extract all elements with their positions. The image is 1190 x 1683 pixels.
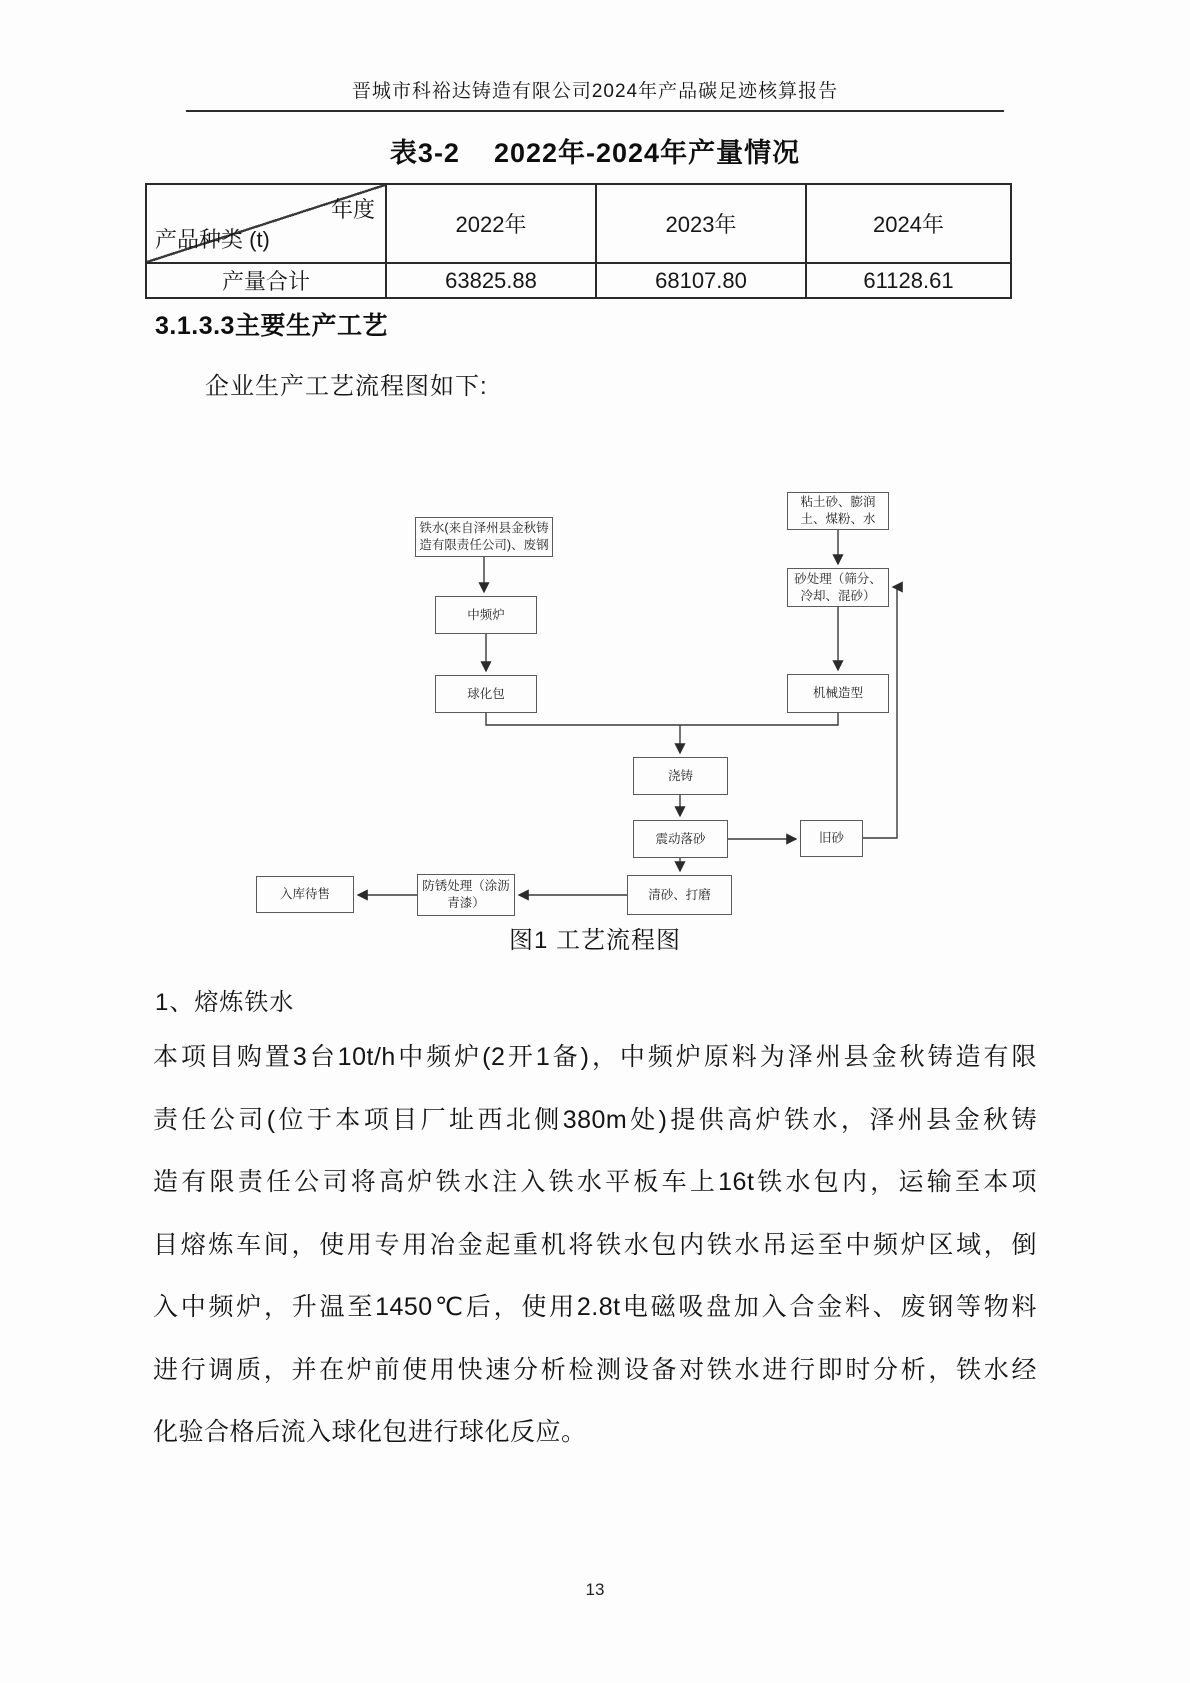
paragraph-line: 造有限责任公司将高炉铁水注入铁水平板车上16t铁水包内，运输至本项 — [153, 1168, 1037, 1196]
node-shakeout: 震动落砂 — [633, 820, 728, 858]
section-heading: 3.1.3.3主要生产工艺 — [155, 312, 388, 340]
process-flowchart — [150, 440, 1050, 920]
table-number: 表3-2 — [389, 138, 460, 168]
table-row — [146, 263, 1011, 298]
production-table — [145, 183, 1012, 299]
paragraph-line: 责任公司(位于本项目厂址西北侧380m处)提供高炉铁水，泽州县金秋铸 — [153, 1105, 1037, 1134]
value-2022: 63825.88 — [386, 263, 596, 298]
node-sand-cleaning: 清砂、打磨 — [627, 875, 732, 915]
paragraph-line: 进行调质，并在炉前使用快速分析检测设备对铁水进行即时分析，铁水经 — [153, 1355, 1037, 1384]
page-number: 13 — [585, 1580, 605, 1599]
node-pouring: 浇铸 — [633, 757, 728, 795]
node-rust-proofing: 防锈处理（涂沥青漆） — [417, 874, 515, 916]
node-warehousing: 入库待售 — [256, 876, 354, 913]
value-2024: 61128.61 — [806, 263, 1011, 298]
node-machine-molding: 机械造型 — [787, 674, 889, 713]
paragraph-line: 入中频炉，升温至1450℃后，使用2.8t电磁吸盘加入合金料、废钢等物料 — [153, 1293, 1037, 1321]
diagonal-label-product: 产品种类 (t) — [155, 227, 270, 252]
value-2023: 68107.80 — [596, 263, 806, 298]
table-title-text: 2022年-2024年产量情况 — [493, 138, 801, 168]
diagonal-label-year: 年度 — [330, 197, 375, 222]
diagonal-header-cell — [146, 184, 386, 263]
paragraph-line: 化验合格后流入球化包进行球化反应。 — [153, 1418, 587, 1446]
node-clay-sand: 粘土砂、膨润土、煤粉、水 — [787, 492, 889, 530]
table-header-row — [146, 184, 1011, 263]
table-title — [0, 131, 1190, 170]
melting-paragraph — [153, 1026, 1037, 1464]
page-header-title: 晋城市科裕达铸造有限公司2024年产品碳足迹核算报告 — [351, 81, 839, 102]
node-spheroidizing-ladle: 球化包 — [435, 675, 537, 713]
column-header-2023: 2023年 — [596, 184, 806, 263]
node-molten-iron: 铁水(来自泽州县金秋铸造有限责任公司)、废钢 — [415, 517, 553, 557]
section-intro: 企业生产工艺流程图如下: — [205, 373, 488, 400]
paragraph-line: 目熔炼车间，使用专用冶金起重机将铁水包内铁水吊运至中频炉区域，倒 — [153, 1230, 1037, 1259]
column-header-2024: 2024年 — [806, 184, 1011, 263]
row-label: 产量合计 — [146, 263, 386, 298]
node-mf-furnace: 中频炉 — [435, 596, 537, 634]
flowchart-connectors — [150, 440, 1050, 920]
column-header-2022: 2022年 — [386, 184, 596, 263]
node-sand-treatment: 砂处理（筛分、冷却、混砂） — [787, 568, 889, 607]
header-divider — [186, 110, 1004, 112]
node-old-sand: 旧砂 — [800, 820, 863, 857]
paragraph-line: 本项目购置3台10t/h中频炉(2开1备)，中频炉原料为泽州县金秋铸造有限 — [153, 1043, 1037, 1071]
melting-heading: 1、熔炼铁水 — [155, 989, 295, 1016]
figure-caption: 图1 工艺流程图 — [508, 927, 681, 954]
